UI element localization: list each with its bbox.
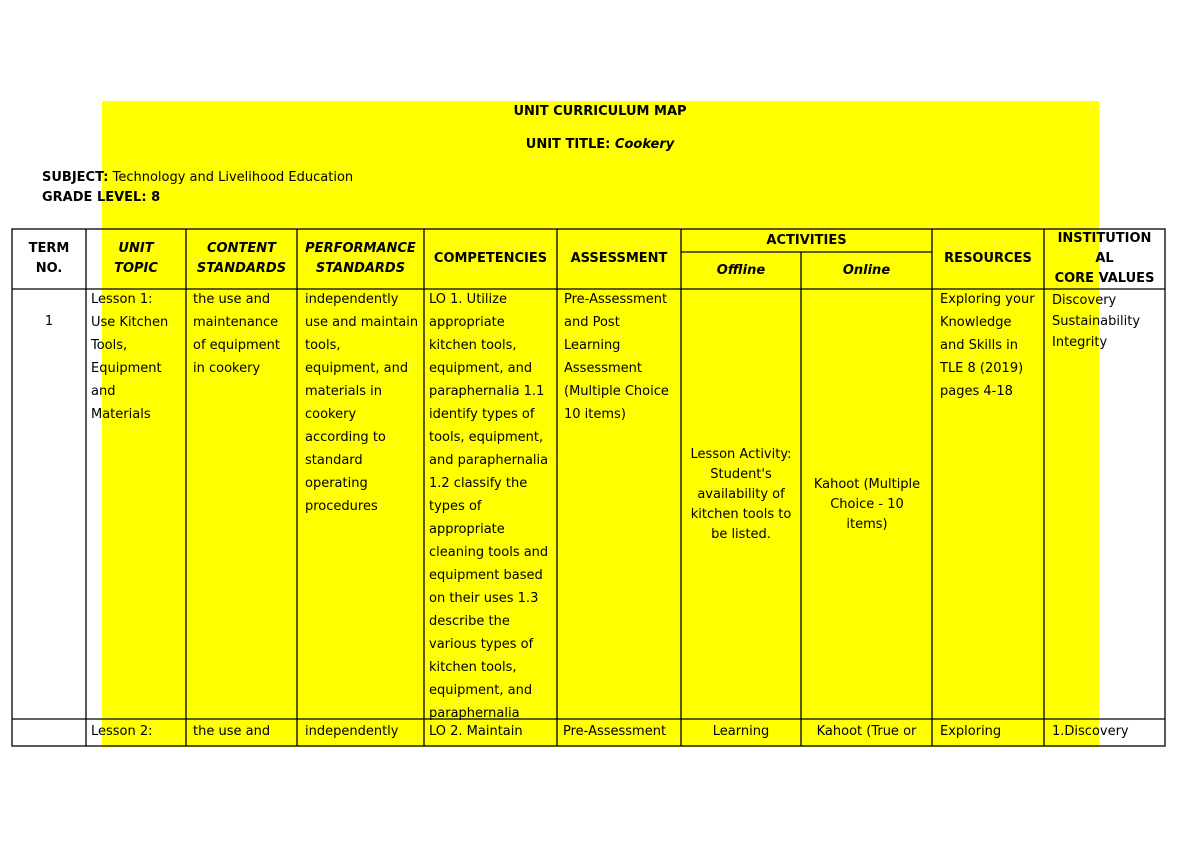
- subject-line: SUBJECT: Technology and Livelihood Education: [42, 170, 354, 185]
- row2-offline-activity: Learning: [712, 724, 770, 739]
- row1-content-standards: the use and maintenance of equipment in cookery: [193, 292, 281, 376]
- row2-core-values: [1052, 720, 1164, 743]
- row2-competencies: LO 2. Maintain: [429, 724, 523, 739]
- col-header-offline: Offline: [716, 263, 766, 278]
- row1-performance-standards: independently use and maintain tools, equipment, and materials in cookery according to standard operating procedures: [305, 292, 419, 514]
- row2-resources: Exploring: [940, 724, 1002, 739]
- row2-performance-standards: independently: [305, 724, 399, 739]
- row1-unit-topic: Lesson 1: Use Kitchen Tools, Equipment and Materials: [91, 292, 169, 422]
- core-value-item: Integrity: [1052, 335, 1108, 350]
- row2-online-activity: Kahoot (True or: [816, 724, 917, 739]
- row1-offline-activity: Lesson Activity: Student's availability of kitchen tools to be listed.: [690, 447, 792, 542]
- col-header-performance-standards: PERFORMANCE STANDARDS: [305, 241, 416, 276]
- grade-level-line: GRADE LEVEL: 8: [42, 190, 161, 205]
- row1-term: 1: [44, 314, 54, 329]
- col-header-content-standards: CONTENT STANDARDS: [196, 241, 287, 276]
- col-header-activities: ACTIVITIES: [766, 233, 847, 248]
- core-value-item: 1.Discovery: [1052, 724, 1129, 739]
- col-header-assessment: ASSESSMENT: [570, 251, 668, 266]
- page-title: UNIT CURRICULUM MAP: [513, 104, 687, 119]
- row2-assessment: Pre-Assessment: [563, 724, 667, 739]
- row1-assessment: Pre-Assessment and Post Learning Assessment (Multiple Choice 10 items): [564, 292, 669, 422]
- row2-content-standards: the use and: [193, 724, 271, 739]
- unit-title: UNIT TITLE: Cookery: [525, 137, 675, 152]
- col-header-core-values: INSTITUTION AL CORE VALUES: [1054, 231, 1155, 286]
- col-header-online: Online: [842, 263, 891, 278]
- col-header-term: TERM NO.: [28, 241, 70, 276]
- core-value-item: Discovery: [1052, 293, 1117, 308]
- row1-core-values: [1052, 290, 1164, 353]
- row1-competencies: LO 1. Utilize appropriate kitchen tools, equipment, and paraphernalia 1.1 identify types of tools, equipment, and paraphernalia 1.2 classify the types of appropriate cleaning tools and equipment based on their uses 1.3 describe the various types of kitchen tools, equipment, and paraphernalia: [429, 292, 549, 720]
- row1-online-activity: Kahoot (Multiple Choice - 10 items): [813, 477, 921, 532]
- col-header-competencies: COMPETENCIES: [433, 251, 548, 266]
- core-value-item: Sustainability: [1052, 314, 1141, 329]
- col-header-resources: RESOURCES: [944, 251, 1032, 266]
- row2-unit-topic: Lesson 2:: [91, 724, 153, 739]
- col-header-unit-topic: UNIT TOPIC: [114, 241, 158, 276]
- row1-resources: Exploring your Knowledge and Skills in TLE 8 (2019) pages 4-18: [940, 292, 1035, 399]
